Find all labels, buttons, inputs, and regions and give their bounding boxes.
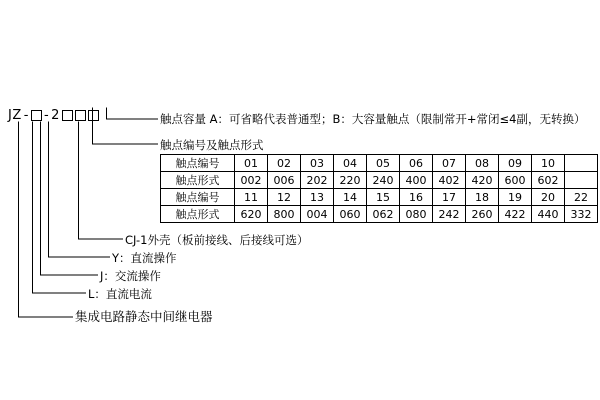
table-cell: 060: [334, 206, 367, 223]
table-cell: 09: [499, 155, 532, 172]
table-cell: 08: [466, 155, 499, 172]
model-code: [8, 108, 99, 123]
table-cell: 220: [334, 172, 367, 189]
table-cell: 422: [499, 206, 532, 223]
table-cell: 01: [235, 155, 268, 172]
annotation-l-dc-current: L：直流电流: [88, 287, 152, 301]
table-cell: 080: [400, 206, 433, 223]
table-cell: 20: [532, 189, 565, 206]
table-cell: 332: [565, 206, 598, 223]
table-cell: 440: [532, 206, 565, 223]
model-prefix: JZ: [8, 108, 22, 123]
table-cell: 004: [301, 206, 334, 223]
table-cell: 07: [433, 155, 466, 172]
model-box-3: [75, 110, 86, 121]
model-digit: 2: [51, 108, 60, 123]
table-cell: 19: [499, 189, 532, 206]
table-cell: 17: [433, 189, 466, 206]
table-cell: 05: [367, 155, 400, 172]
model-box-1: [31, 110, 42, 121]
table-cell: 03: [301, 155, 334, 172]
table-cell: 242: [433, 206, 466, 223]
table-cell: [565, 172, 598, 189]
row-label: 触点编号: [161, 189, 235, 206]
table-cell: 002: [235, 172, 268, 189]
model-box-2: [62, 110, 73, 121]
table-cell: 22: [565, 189, 598, 206]
model-dash-2: -: [43, 108, 50, 123]
table-cell: 02: [268, 155, 301, 172]
table-cell: 06: [400, 155, 433, 172]
table-cell: 402: [433, 172, 466, 189]
table-cell: 18: [466, 189, 499, 206]
table-cell: 11: [235, 189, 268, 206]
table-cell: 13: [301, 189, 334, 206]
table-cell: 240: [367, 172, 400, 189]
table-cell: 006: [268, 172, 301, 189]
table-row: [161, 172, 598, 189]
table-cell: 16: [400, 189, 433, 206]
table-cell: 062: [367, 206, 400, 223]
table-cell: 602: [532, 172, 565, 189]
table-cell: 600: [499, 172, 532, 189]
annotation-contact-number-form: 触点编号及触点形式: [160, 138, 264, 152]
table-row: [161, 155, 598, 172]
table-row: [161, 206, 598, 223]
annotation-contact-capacity: 触点容量 A：可省略代表普通型；B：大容量触点（限制常开+常闭≤4副，无转换）: [160, 112, 586, 126]
table-cell: 12: [268, 189, 301, 206]
row-label: 触点形式: [161, 206, 235, 223]
table-cell: 10: [532, 155, 565, 172]
table-cell: 800: [268, 206, 301, 223]
row-label: 触点形式: [161, 172, 235, 189]
table-cell: 420: [466, 172, 499, 189]
table-cell: [565, 155, 598, 172]
table-cell: 260: [466, 206, 499, 223]
table-cell: 202: [301, 172, 334, 189]
annotation-shell: CJ-1外壳（板前接线、后接线可选）: [125, 233, 309, 247]
annotation-y-dc-operation: Y：直流操作: [112, 251, 177, 265]
annotation-product-name: 集成电路静态中间继电器: [75, 309, 213, 324]
table-row: [161, 189, 598, 206]
annotation-j-ac-operation: J：交流操作: [100, 269, 161, 283]
table-cell: 04: [334, 155, 367, 172]
model-dash-1: -: [23, 108, 29, 123]
row-label: 触点编号: [161, 155, 235, 172]
model-box-4: [88, 110, 99, 121]
table-cell: 620: [235, 206, 268, 223]
table-cell: 15: [367, 189, 400, 206]
table-cell: 14: [334, 189, 367, 206]
table-cell: 400: [400, 172, 433, 189]
contact-table: [160, 154, 598, 223]
